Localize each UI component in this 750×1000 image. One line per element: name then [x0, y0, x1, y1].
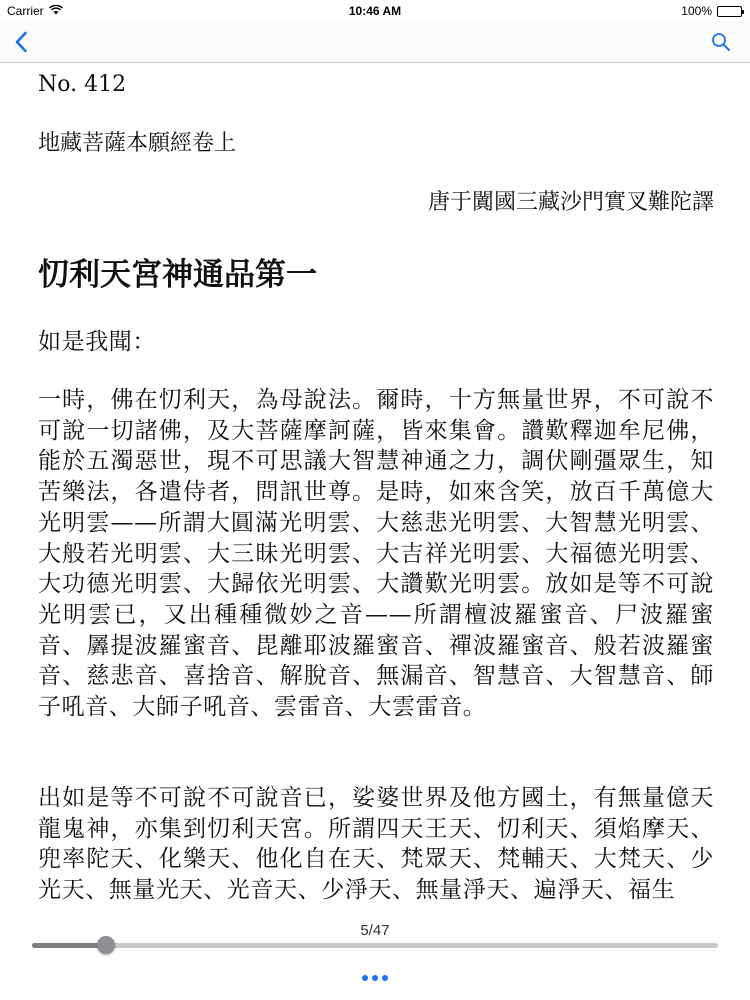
clock: 10:46 AM	[348, 4, 402, 18]
status-bar	[0, 0, 750, 22]
chevron-left-icon	[14, 31, 28, 53]
page-slider-thumb[interactable]	[97, 936, 115, 954]
more-options-button[interactable]	[355, 966, 395, 990]
back-button[interactable]	[6, 26, 36, 58]
search-button[interactable]	[706, 27, 736, 57]
intro-line: 如是我聞：	[38, 329, 156, 355]
page-indicator: 5/47	[360, 922, 390, 939]
sutra-title: 地藏菩薩本願經卷上	[38, 131, 237, 156]
paragraph-2: 出如是等不可說不可說音已，娑婆世界及他方國土，有無量億天龍鬼神，亦集到忉利天宮。所謂四天王天、忉利天、須焰摩天、兜率陀天、化樂天、他化自在天、梵眾天、梵輔天、大梵天、少光天、無量光天、光音天、少淨天、無量淨天、遍淨天、福生	[38, 785, 714, 904]
magnifier-icon	[711, 32, 731, 52]
ellipsis-icon	[372, 975, 378, 981]
paragraph-1: 一時，佛在忉利天，為母說法。爾時，十方無量世界，不可說不可說一切諸佛，及大菩薩摩訶薩，皆來集會。讚歎釋迦牟尼佛，能於五濁惡世，現不可思議大智慧神通之力，調伏剛彊眾生，知苦樂法，各遣侍者，問訊世尊。是時，如來含笑，放百千萬億大光明雲——所謂大圓滿光明雲、大慈悲光明雲、大智慧光明雲、大般若光明雲、大三昧光明雲、大吉祥光明雲、大福德光明雲、大功德光明雲、大歸依光明雲、大讚歎光明雲。放如是等不可說光明雲已，又出種種微妙之音——所謂檀波羅蜜音、尸波羅蜜音、羼提波羅蜜音、毘離耶波羅蜜音、禪波羅蜜音、般若波羅蜜音、慈悲音、喜捨音、解脫音、無漏音、智慧音、大智慧音、師子吼音、大師子吼音、雲雷音、大雲雷音。	[38, 387, 714, 721]
document-number: No. 412	[38, 72, 127, 97]
page-slider-track[interactable]	[32, 943, 718, 948]
ellipsis-icon	[382, 975, 388, 981]
battery-percent: 100%	[681, 4, 712, 18]
translator-line: 唐于闐國三藏沙門實叉難陀譯	[427, 190, 714, 215]
battery-icon	[717, 6, 742, 17]
status-right	[681, 4, 742, 18]
ellipsis-icon	[362, 975, 368, 981]
page-slider-fill	[32, 943, 106, 948]
battery-nub	[742, 10, 744, 14]
chapter-heading: 忉利天宮神通品第一	[38, 257, 317, 293]
navigation-bar	[0, 22, 750, 63]
carrier-label: Carrier	[7, 4, 44, 18]
reader-content[interactable]	[38, 63, 714, 923]
